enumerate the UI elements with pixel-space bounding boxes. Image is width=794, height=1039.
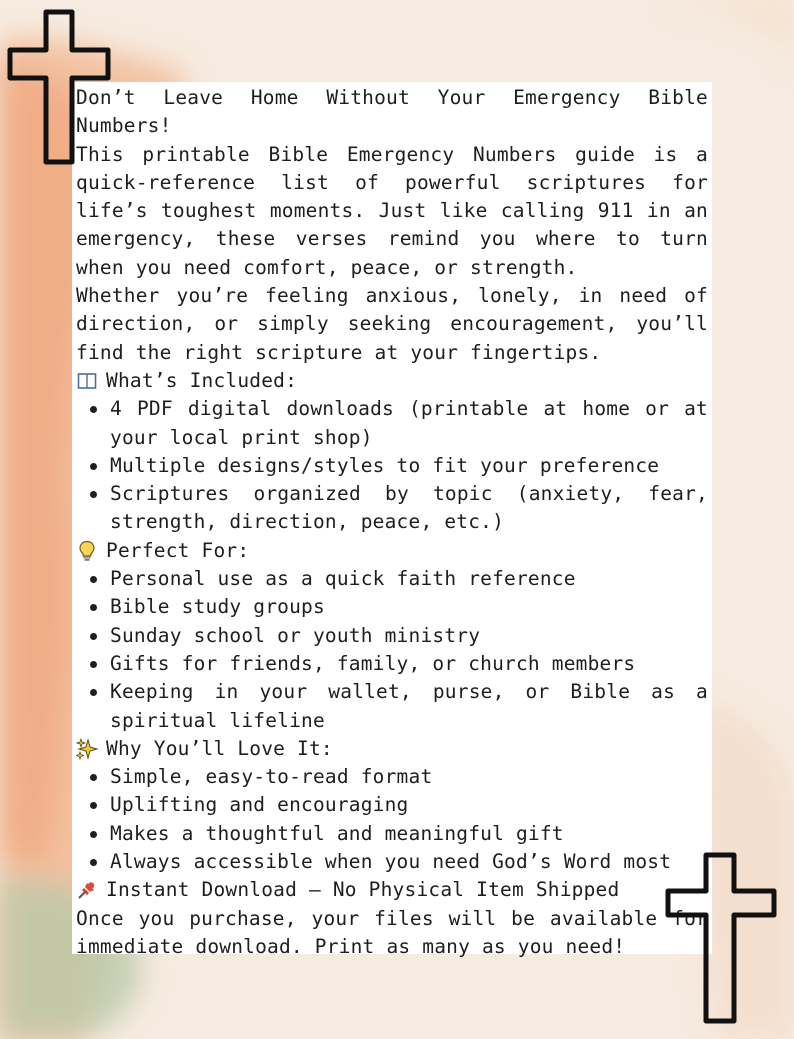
- list-item: Gifts for friends, family, or church members: [110, 650, 708, 678]
- list-item: Makes a thoughtful and meaningful gift: [110, 820, 708, 848]
- open-book-icon: [76, 370, 98, 392]
- section-heading-label: Why You’ll Love It:: [106, 736, 333, 760]
- list-item: Scriptures organized by topic (anxiety, fear, strength, direction, peace, etc.): [110, 480, 708, 537]
- included-list: [76, 395, 708, 536]
- cross-icon: [6, 8, 112, 166]
- section-heading-download: [76, 876, 708, 904]
- list-item: Always accessible when you need God’s Word most: [110, 848, 708, 876]
- list-item: Multiple designs/styles to fit your preference: [110, 452, 708, 480]
- section-heading-label: What’s Included:: [106, 368, 298, 392]
- list-item: Bible study groups: [110, 593, 708, 621]
- section-heading-label: Instant Download – No Physical Item Shipped: [106, 878, 620, 902]
- why-love-list: [76, 763, 708, 876]
- list-item: Personal use as a quick faith reference: [110, 565, 708, 593]
- section-heading-perfect-for: [76, 537, 708, 565]
- section-heading-why-love: [76, 735, 708, 763]
- section-heading-included: [76, 367, 708, 395]
- download-paragraph: Once you purchase, your files will be available for immediate download. Print as many as you need!: [76, 906, 708, 958]
- light-bulb-icon: [76, 540, 98, 562]
- title: Don’t Leave Home Without Your Emergency Bible Numbers!: [76, 86, 708, 138]
- sparkles-icon: [76, 738, 98, 760]
- section-heading-label: Perfect For:: [106, 538, 250, 562]
- pushpin-icon: [76, 879, 98, 901]
- second-paragraph: Whether you’re feeling anxious, lonely, in need of direction, or simply seeking encouragement, you’ll find the right scripture at your fingertips.: [76, 284, 708, 364]
- description-text: [76, 84, 708, 961]
- list-item: Uplifting and encouraging: [110, 791, 708, 819]
- cross-icon: [664, 851, 778, 1025]
- list-item: Keeping in your wallet, purse, or Bible as a spiritual lifeline: [110, 678, 708, 735]
- intro-paragraph: This printable Bible Emergency Numbers guide is a quick-reference list of powerful scriptures for life’s toughest moments. Just like calling 911 in an emergency, these verses remind you where to turn when you need comfort, peace, or strength.: [76, 142, 708, 279]
- perfect-for-list: [76, 565, 708, 735]
- list-item: 4 PDF digital downloads (printable at home or at your local print shop): [110, 395, 708, 452]
- list-item: Simple, easy-to-read format: [110, 763, 708, 791]
- list-item: Sunday school or youth ministry: [110, 622, 708, 650]
